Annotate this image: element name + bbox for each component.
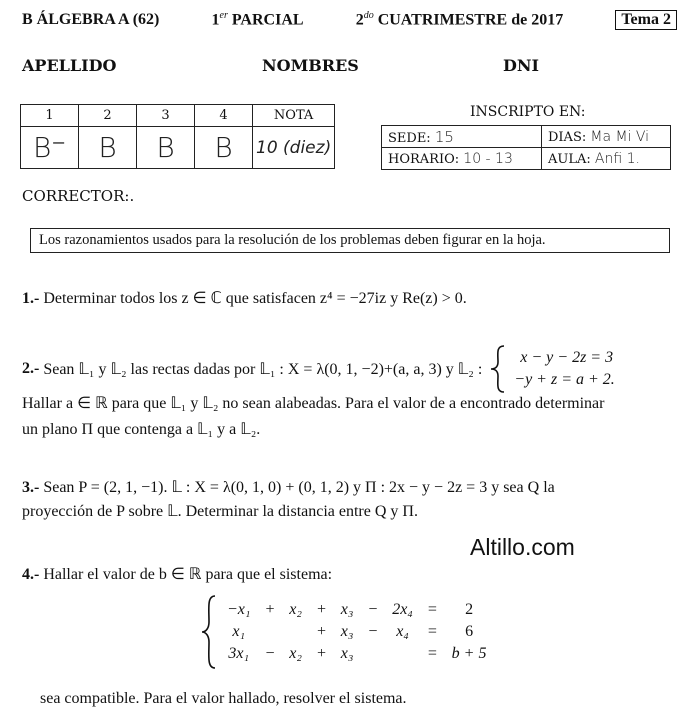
system-row [220,599,493,621]
grade-value: B⁻ [21,127,79,169]
term: x₃ [340,645,354,662]
grade-value: B [195,127,253,169]
aula-value: Anfi 1. [594,150,640,167]
sede-label: SEDE: [388,130,431,146]
term [385,643,420,665]
rhs: 6 [465,623,474,640]
q3-line1: Sean P = (2, 1, −1). 𝕃 : X = λ(0, 1, 0) + (0, 1, 2) y Π : 2x − y − 2z = 3 y sea Q la [43,479,555,496]
cuat-text: CUATRIMESTRE de 2017 [377,11,564,29]
grade-header: 2 [79,105,137,127]
grade-value: B [137,127,195,169]
term [282,621,309,643]
q2-system [514,349,615,389]
parcial-num: 1 [211,11,220,29]
q2-line2: Hallar a ∈ ℝ para que 𝕃₁ y 𝕃₂ no sean alabeadas. Para el valor de a encontrado determinar [22,395,605,412]
grade-header: 3 [137,105,195,127]
cuat-num: 2 [355,11,364,29]
q2-eq2: −y + z = a + 2. [514,371,615,388]
term: −x₁ [227,601,251,618]
equals: = [426,645,438,662]
apellido-label: APELLIDO [22,56,117,75]
dias-cell [542,126,671,148]
horario-value: 10 - 13 [463,150,513,167]
brace-icon [488,344,508,394]
tema-badge: Tema 2 [615,10,677,30]
q1-text: Determinar todos los z ∈ ℂ que satisfacen z⁴ = −27iz y Re(z) > 0. [43,290,467,307]
inscripto-table [381,125,671,170]
rhs: b + 5 [451,645,487,662]
grade-header: 1 [21,105,79,127]
header-row [22,10,677,30]
nota-value: 10 (diez) [253,127,335,169]
notice-box: Los razonamientos usados para la resolución de los problemas deben figurar en la hoja. [30,228,670,253]
question-1 [22,288,467,308]
q4-system-wrap [200,594,493,670]
term: x₁ [232,623,246,640]
op: − [264,645,276,662]
term: 2x₄ [392,601,413,618]
op [257,621,282,643]
horario-label: HORARIO: [388,151,460,167]
dias-value: Ma Mi Vi [590,128,650,145]
q2-eq1: x − y − 2z = 3 [520,349,614,366]
system-row [220,643,493,665]
q2-number: 2.- [22,360,40,377]
term: x₃ [340,601,354,618]
cuatrimestre-label [356,10,564,29]
op: + [315,623,327,640]
question-4 [22,564,332,584]
q2-line1: Sean 𝕃₁ y 𝕃₂ las rectas dadas por 𝕃₁ : X = λ(0, 1, −2)+(a, a, 3) y 𝕃₂ : [43,361,483,378]
course-title: B ÁLGEBRA A (62) [22,11,160,29]
rhs: 2 [465,601,474,618]
grade-header: 4 [195,105,253,127]
sede-cell [382,126,542,148]
inscripto-title: INSCRIPTO EN: [470,104,586,120]
aula-label: AULA: [548,151,591,167]
aula-cell [542,148,671,170]
q4-number: 4.- [22,566,40,583]
grade-header: NOTA [253,105,335,127]
equals: = [426,623,438,640]
term: x₃ [340,623,354,640]
q4-system [220,599,493,665]
parcial-label [212,10,304,29]
question-3 [22,477,555,497]
cuat-sup: do [363,10,374,21]
q4-line1: Hallar el valor de b ∈ ℝ para que el sistema: [43,566,333,583]
dias-label: DIAS: [548,129,587,145]
q4-line2: sea compatible. Para el valor hallado, resolver el sistema. [40,690,407,707]
term: 3x₁ [228,645,250,662]
op [360,643,385,665]
grades-table [20,104,335,169]
term: x₂ [289,601,302,618]
dni-label: DNI [503,56,539,75]
q1-number: 1.- [22,290,40,307]
corrector-label: CORRECTOR:. [22,187,135,205]
parcial-text: PARCIAL [231,11,304,29]
brace-icon [200,594,218,670]
horario-cell [382,148,542,170]
grade-value: B [79,127,137,169]
sede-value: 15 [434,127,454,146]
parcial-sup: er [219,10,228,21]
op: + [315,645,327,662]
question-2 [22,344,615,394]
q2-line3: un plano Π que contenga a 𝕃₁ y a 𝕃₂. [22,421,261,438]
term: x₄ [396,623,409,640]
op: − [367,623,379,640]
q3-number: 3.- [22,479,40,496]
q3-line2: proyección de P sobre 𝕃. Determinar la distancia entre Q y Π. [22,503,418,520]
system-row [220,621,493,643]
equals: = [426,601,438,618]
op: − [367,601,379,618]
watermark: Altillo.com [470,534,575,560]
op: + [315,601,327,618]
nombres-label: NOMBRES [262,56,359,75]
op: + [264,601,276,618]
term: x₂ [289,645,302,662]
